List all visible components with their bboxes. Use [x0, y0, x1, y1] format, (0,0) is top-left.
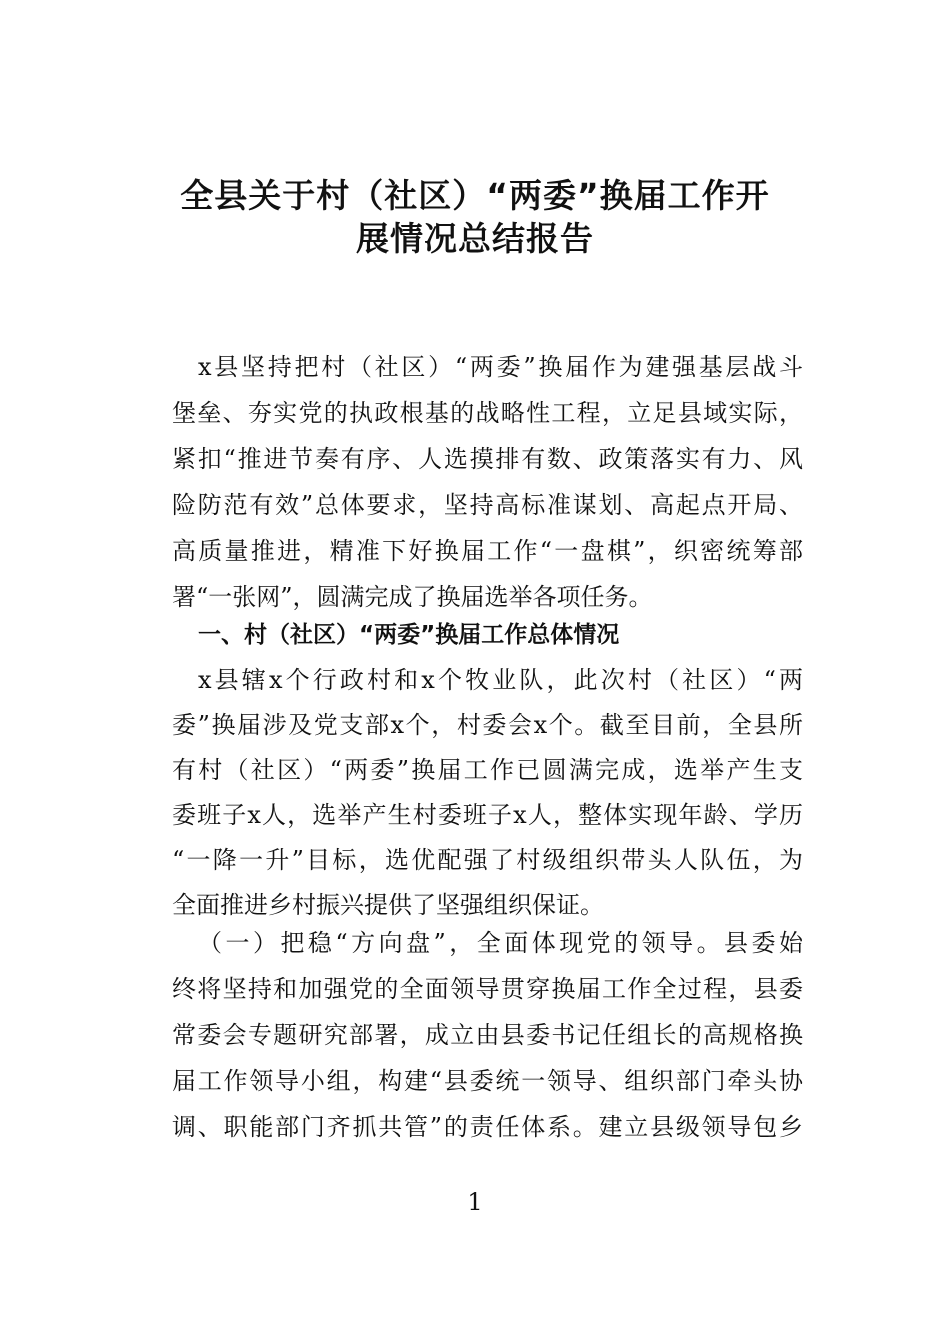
text-line: 委”换届涉及党支部x个，村委会x个。截至目前，全县所 [172, 711, 803, 739]
section-heading-1 [172, 612, 803, 658]
page-number: 1 [467, 1188, 483, 1216]
paragraph-intro [172, 344, 803, 620]
section-heading-text: 一、村（社区）“两委”换届工作总体情况 [198, 622, 620, 648]
text-line: 调、职能部门齐抓共管”的责任体系。建立县级领导包乡 [172, 1113, 803, 1141]
text-line: 全面推进乡村振兴提供了坚强组织保证。 [172, 891, 604, 919]
text-line: 紧扣“推进节奏有序、人选摸排有数、政策落实有力、风 [172, 445, 803, 473]
text-line: 高质量推进，精准下好换届工作“一盘棋”，织密统筹部 [172, 537, 803, 565]
text-line: x县辖x个行政村和x个牧业队，此次村（社区）“两 [198, 666, 803, 694]
text-line: 常委会专题研究部署，成立由县委书记任组长的高规格换 [172, 1021, 803, 1049]
text-line: “一降一升”目标，选优配强了村级组织带头人队伍，为 [172, 846, 803, 874]
text-line: 险防范有效”总体要求，坚持高标准谋划、高起点开局、 [172, 491, 803, 519]
document-title-line-2: 展情况总结报告 [356, 219, 594, 258]
text-line: 终将坚持和加强党的全面领导贯穿换届工作全过程，县委 [172, 975, 803, 1003]
text-line: 委班子x人，选举产生村委班子x人，整体实现年龄、学历 [172, 801, 803, 829]
text-line: 有村（社区）“两委”换届工作已圆满完成，选举产生支 [172, 756, 803, 784]
paragraph-leadership [172, 920, 803, 1150]
text-line: （一）把稳“方向盘”，全面体现党的领导。县委始 [198, 929, 803, 957]
text-line: 届工作领导小组，构建“县委统一领导、组织部门牵头协 [172, 1067, 803, 1095]
text-line: 堡垒、夯实党的执政根基的战略性工程，立足县域实际， [172, 399, 803, 427]
document-title-line-1: 全县关于村（社区）“两委”换届工作开 [180, 176, 770, 215]
text-line: x县坚持把村（社区）“两委”换届作为建强基层战斗 [198, 353, 803, 381]
paragraph-overview [172, 658, 803, 928]
text-line: 署“一张网”，圆满完成了换届选举各项任务。 [172, 583, 653, 611]
